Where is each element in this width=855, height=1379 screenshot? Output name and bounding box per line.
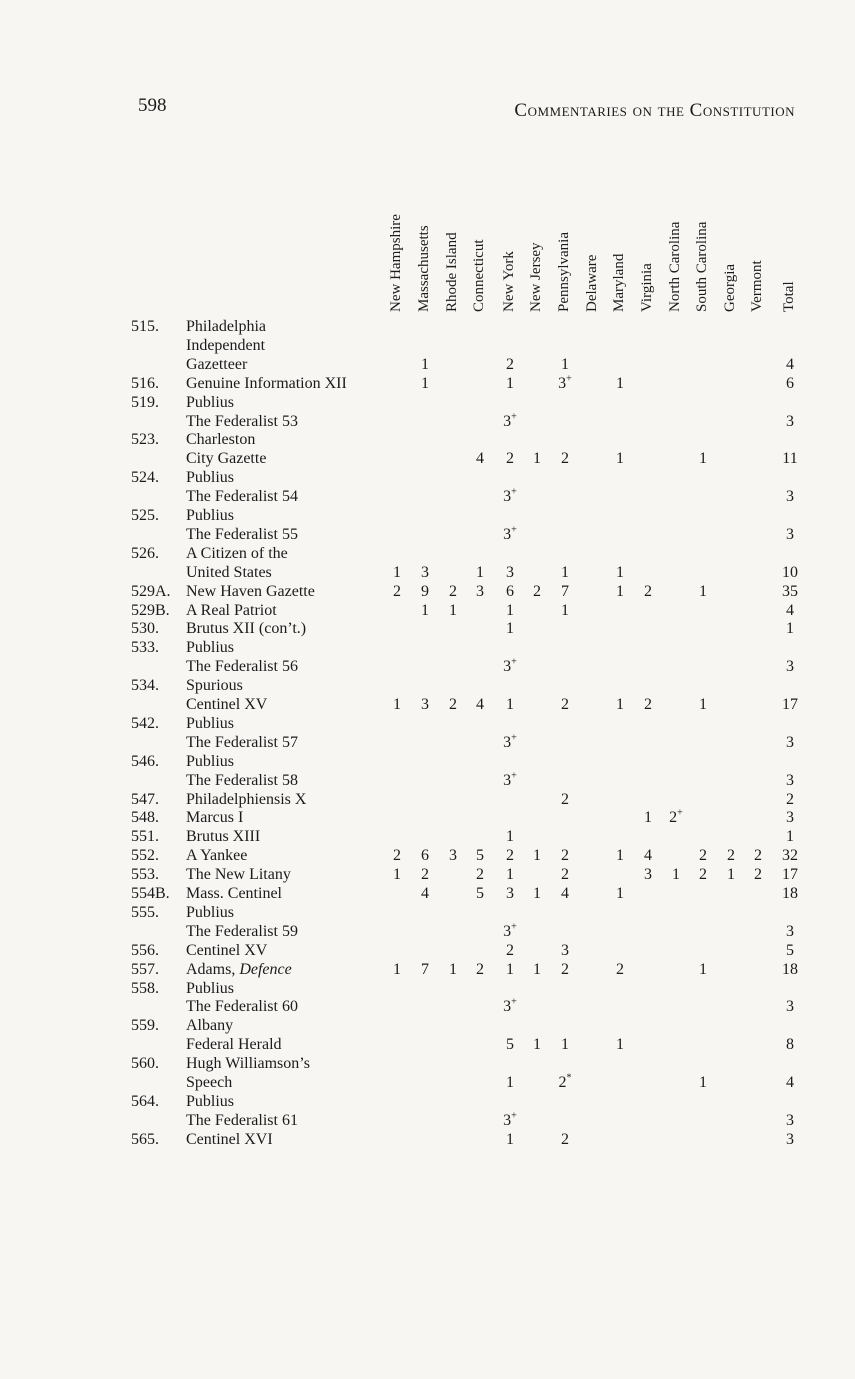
count-cell: 1 <box>699 1074 707 1091</box>
entry-title-line: Publius <box>186 1092 235 1110</box>
column-header: Vermont <box>749 260 765 312</box>
count-cell: 2 <box>506 450 514 468</box>
entry-title-line: Charleston <box>186 431 256 449</box>
count-cell: 2 <box>754 847 762 865</box>
entry-number: 553. <box>131 866 159 884</box>
count-cell: 6 <box>421 847 429 865</box>
entry-title-line: The Federalist 56 <box>186 658 298 676</box>
entry-title-line: Independent <box>186 336 266 354</box>
entry-title-line: Marcus I <box>186 809 244 827</box>
count-cell: 2 <box>533 582 541 600</box>
column-header: Georgia <box>722 263 738 312</box>
count-cell: 1 <box>699 696 707 713</box>
entry-number: 564. <box>131 1092 159 1110</box>
entry-title-line: Gazetteer <box>186 355 248 373</box>
count-cell: 3 <box>644 866 652 884</box>
column-header: South Carolina <box>694 221 710 312</box>
entry-title-line: Philadelphiensis X <box>186 790 307 808</box>
entry-title-line: Speech <box>186 1074 233 1091</box>
count-cell: 1 <box>727 866 735 884</box>
entry-title-line: Centinel XVI <box>186 1130 273 1148</box>
count-cell: 4 <box>644 847 652 865</box>
count-cell: 1 <box>393 696 401 713</box>
count-cell: 4 <box>476 696 484 713</box>
entry-title-line: Centinel XV <box>186 696 268 713</box>
count-cell: 6 <box>786 374 794 392</box>
entry-title-line: Publius <box>186 393 235 411</box>
entry-number: 524. <box>131 469 159 487</box>
count-cell: 7 <box>561 582 569 600</box>
entry-title-line: United States <box>186 563 272 581</box>
count-cell: 2 <box>561 1130 569 1148</box>
count-cell: 32 <box>782 847 798 865</box>
count-cell: 1 <box>393 960 401 978</box>
entry-title-line: Publius <box>186 714 235 732</box>
count-cell: 1 <box>561 601 569 619</box>
column-header: Rhode Island <box>444 232 460 312</box>
count-cell: 4 <box>421 885 429 902</box>
count-cell: 3 <box>786 1111 794 1129</box>
count-cell: 1 <box>616 696 624 713</box>
entry-number: 526. <box>131 544 159 562</box>
entry-title-line: City Gazette <box>186 450 267 468</box>
count-cell: 1 <box>786 620 794 638</box>
entry-number: 551. <box>131 828 159 846</box>
count-cell: 3 <box>476 582 484 600</box>
entry-number: 554B. <box>131 885 170 902</box>
column-header: Total <box>781 281 797 312</box>
entry-title-line: New Haven Gazette <box>186 582 315 600</box>
count-cell: 2 <box>699 866 707 884</box>
count-cell: 5 <box>476 847 484 865</box>
count-cell: 2* <box>558 1072 572 1091</box>
count-cell: 11 <box>782 450 798 468</box>
count-cell: 1 <box>506 374 514 392</box>
column-header: Pennsylvania <box>556 232 572 312</box>
count-cell: 3+ <box>503 524 517 543</box>
count-cell: 2+ <box>669 808 683 827</box>
count-cell: 1 <box>533 450 541 468</box>
count-cell: 1 <box>786 828 794 846</box>
count-cell: 2 <box>506 847 514 865</box>
count-cell: 4 <box>786 355 794 373</box>
entry-number: 565. <box>131 1130 159 1148</box>
count-cell: 3 <box>786 658 794 676</box>
count-cell: 3 <box>421 563 429 581</box>
count-cell: 1 <box>616 847 624 865</box>
entry-title-line: Federal Herald <box>186 1036 282 1054</box>
entry-number: 548. <box>131 809 159 827</box>
entry-title-line: The Federalist 53 <box>186 412 298 430</box>
count-cell: 17 <box>782 866 798 884</box>
count-cell: 3+ <box>503 486 517 506</box>
entry-number: 542. <box>131 714 159 732</box>
count-cell: 2 <box>393 582 401 600</box>
count-cell: 2 <box>393 847 401 865</box>
count-cell: 5 <box>506 1036 514 1054</box>
count-cell: 3+ <box>558 373 572 392</box>
running-head: Commentaries on the Constitution <box>514 100 795 121</box>
column-header: Massachusetts <box>416 225 432 312</box>
count-cell: 2 <box>561 960 569 978</box>
entry-title-line: Publius <box>186 903 235 921</box>
count-cell: 1 <box>616 1036 624 1054</box>
count-cell: 4 <box>561 885 569 902</box>
entry-number: 529A. <box>131 582 171 600</box>
count-cell: 3 <box>786 488 794 506</box>
count-cell: 6 <box>506 582 514 600</box>
count-cell: 3 <box>786 809 794 827</box>
count-cell: 10 <box>782 563 798 581</box>
count-cell: 1 <box>506 620 514 638</box>
column-header: North Carolina <box>667 221 683 312</box>
entry-title-line: Spurious <box>186 677 243 695</box>
entry-title-line: Hugh Williamson’s <box>186 1055 310 1073</box>
entry-number: 557. <box>131 960 159 978</box>
count-cell: 3 <box>786 998 794 1016</box>
entry-number: 559. <box>131 1017 159 1035</box>
count-cell: 3+ <box>503 921 517 940</box>
count-cell: 1 <box>506 1130 514 1148</box>
entry-number: 547. <box>131 790 159 808</box>
count-cell: 3 <box>561 941 569 959</box>
count-cell: 3+ <box>503 411 517 430</box>
count-cell: 3+ <box>503 656 517 676</box>
entry-number: 530. <box>131 620 159 638</box>
count-cell: 1 <box>393 866 401 884</box>
count-cell: 7 <box>421 960 429 978</box>
column-header: Virginia <box>639 263 655 312</box>
count-cell: 2 <box>561 696 569 713</box>
count-cell: 4 <box>786 601 794 619</box>
count-cell: 3+ <box>503 1110 517 1129</box>
entry-number: 516. <box>131 374 159 392</box>
count-cell: 1 <box>561 563 569 581</box>
count-cell: 2 <box>699 847 707 865</box>
column-header: New York <box>501 251 517 312</box>
entry-number: 523. <box>131 431 159 449</box>
count-cell: 2 <box>727 847 735 865</box>
entry-title-line: The Federalist 60 <box>186 998 298 1016</box>
count-cell: 3 <box>786 733 794 751</box>
count-cell: 2 <box>561 450 569 468</box>
entry-number: 546. <box>131 752 159 770</box>
entry-title-line: Mass. Centinel <box>186 885 282 902</box>
entry-title-line: Genuine Information XII <box>186 374 347 392</box>
entry-title-line: Publius <box>186 752 235 770</box>
entry-title-line: The Federalist 55 <box>186 525 298 543</box>
count-cell: 1 <box>561 1036 569 1054</box>
count-cell: 4 <box>476 450 484 468</box>
count-cell: 1 <box>449 601 457 619</box>
count-cell: 1 <box>449 960 457 978</box>
entry-title-line: A Yankee <box>186 847 248 865</box>
count-cell: 5 <box>476 885 484 902</box>
entry-title-line: Publius <box>186 979 235 997</box>
count-cell: 2 <box>476 866 484 884</box>
count-cell: 1 <box>506 866 514 884</box>
count-cell: 2 <box>476 960 484 978</box>
count-cell: 1 <box>616 563 624 581</box>
count-cell: 3 <box>786 412 794 430</box>
entry-title-line: Publius <box>186 469 235 487</box>
entry-title-line: Publius <box>186 507 235 524</box>
count-cell: 3 <box>786 525 794 543</box>
count-cell: 1 <box>699 450 707 468</box>
entry-number: 529B. <box>131 601 170 619</box>
count-cell: 1 <box>506 1074 514 1091</box>
entry-number: 533. <box>131 639 159 657</box>
entry-title-line: The Federalist 58 <box>186 771 298 789</box>
count-cell: 1 <box>672 866 680 884</box>
count-cell: 1 <box>506 828 514 846</box>
entry-title-line: Publius <box>186 639 235 657</box>
count-cell: 3 <box>786 771 794 789</box>
count-cell: 3+ <box>503 770 517 789</box>
count-cell: 3+ <box>503 997 517 1016</box>
count-cell: 2 <box>561 866 569 884</box>
column-header: Maryland <box>611 253 627 312</box>
entry-title-line: The New Litany <box>186 866 291 884</box>
count-cell: 1 <box>533 1036 541 1054</box>
count-cell: 1 <box>421 355 429 373</box>
count-cell: 17 <box>782 696 798 713</box>
entry-title-line: Brutus XIII <box>186 828 261 846</box>
column-header: New Hampshire <box>388 214 404 312</box>
entry-title-line: A Real Patriot <box>186 601 277 619</box>
entry-title-line: The Federalist 61 <box>186 1111 298 1129</box>
entry-number: 525. <box>131 507 159 524</box>
column-header: Delaware <box>584 254 600 312</box>
count-cell: 2 <box>449 696 457 713</box>
count-cell: 3 <box>786 1130 794 1148</box>
count-cell: 1 <box>561 355 569 373</box>
count-cell: 3 <box>449 847 457 865</box>
entry-number: 560. <box>131 1055 159 1073</box>
count-cell: 5 <box>786 941 794 959</box>
count-cell: 1 <box>506 960 514 978</box>
count-cell: 3 <box>506 885 514 902</box>
entry-title-line: Albany <box>186 1017 234 1035</box>
count-cell: 18 <box>782 885 798 902</box>
count-cell: 3 <box>421 696 429 713</box>
count-cell: 1 <box>506 601 514 619</box>
count-cell: 1 <box>533 847 541 865</box>
count-cell: 35 <box>782 582 798 600</box>
count-cell: 1 <box>616 582 624 600</box>
count-cell: 3 <box>506 563 514 581</box>
count-cell: 2 <box>449 582 457 600</box>
entry-number: 555. <box>131 903 159 921</box>
column-header: Connecticut <box>471 239 487 312</box>
count-cell: 3+ <box>503 732 517 751</box>
count-cell: 1 <box>616 450 624 468</box>
count-cell: 1 <box>644 809 652 827</box>
count-cell: 2 <box>616 960 624 978</box>
count-cell: 1 <box>699 582 707 600</box>
count-cell: 2 <box>644 696 652 713</box>
count-cell: 1 <box>616 885 624 902</box>
entry-number: 515. <box>131 318 159 335</box>
count-cell: 2 <box>506 355 514 373</box>
count-cell: 2 <box>421 866 429 884</box>
count-cell: 9 <box>421 582 429 600</box>
count-cell: 1 <box>393 563 401 581</box>
count-cell: 2 <box>561 790 569 808</box>
count-cell: 1 <box>476 563 484 581</box>
column-header: New Jersey <box>528 242 544 312</box>
count-cell: 18 <box>782 960 798 978</box>
count-cell: 2 <box>561 847 569 865</box>
count-cell: 4 <box>786 1074 794 1091</box>
count-cell: 3 <box>786 922 794 940</box>
count-cell: 1 <box>506 696 514 713</box>
count-cell: 2 <box>754 866 762 884</box>
count-cell: 1 <box>533 885 541 902</box>
entry-title-line: Brutus XII (con’t.) <box>186 620 307 638</box>
entry-title-line: A Citizen of the <box>186 544 288 562</box>
count-cell: 1 <box>533 960 541 978</box>
count-cell: 8 <box>786 1036 794 1054</box>
entry-number: 556. <box>131 941 159 959</box>
entry-title-line: Philadelphia <box>186 318 266 335</box>
entry-number: 534. <box>131 677 159 695</box>
count-cell: 1 <box>421 601 429 619</box>
entry-title-line: The Federalist 57 <box>186 733 298 751</box>
count-cell: 2 <box>786 790 794 808</box>
entry-number: 558. <box>131 979 159 997</box>
count-cell: 1 <box>699 960 707 978</box>
entry-title-line: The Federalist 59 <box>186 922 298 940</box>
count-cell: 1 <box>421 374 429 392</box>
count-cell: 2 <box>506 941 514 959</box>
count-cell: 2 <box>644 582 652 600</box>
count-cell: 1 <box>616 374 624 392</box>
entry-number: 519. <box>131 393 159 411</box>
entry-number: 552. <box>131 847 159 865</box>
entry-title-line: Adams, Defence <box>186 960 292 978</box>
page-number: 598 <box>138 95 167 116</box>
entry-title-line: Centinel XV <box>186 941 268 959</box>
entry-title-line: The Federalist 54 <box>186 488 298 506</box>
